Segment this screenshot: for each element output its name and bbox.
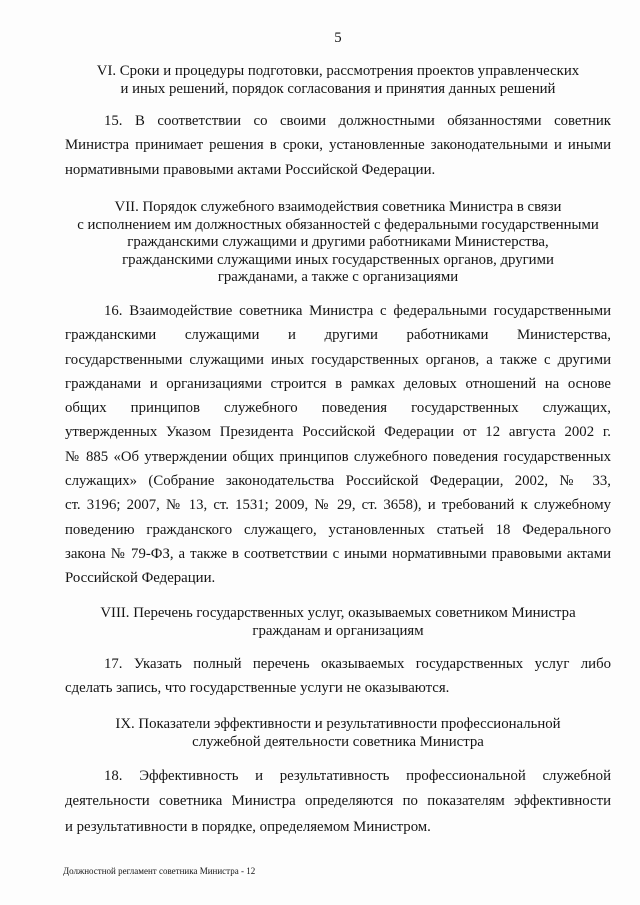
- heading-line: гражданскими служащими и другими работниками Министерства,: [127, 234, 549, 250]
- paragraph-line: 16. Взаимодействие советника Министра с федеральными государственными: [104, 303, 611, 319]
- footer-text: Должностной регламент советника Министра - 12: [63, 866, 256, 876]
- paragraph-line: деятельности советника Министра определяются по показателям эффективности: [65, 793, 611, 810]
- heading-line: VIII. Перечень государственных услуг, оказываемых советником Министра: [100, 605, 576, 621]
- paragraph-line: 17. Указать полный перечень оказываемых государственных услуг либо: [104, 656, 611, 672]
- page-number: 5: [334, 30, 342, 46]
- section-vi-heading: [65, 63, 611, 98]
- paragraph-line: поведению гражданского служащего, установленных статьей 18 Федерального: [65, 521, 611, 538]
- paragraph-line: закона № 79-ФЗ, а также в соответствии с иными нормативными правовыми актами: [65, 545, 611, 562]
- paragraph-line: № 885 «Об утверждении общих принципов служебного поведения государственных: [65, 448, 611, 465]
- paragraph-line: Российской Федерации.: [65, 570, 216, 587]
- paragraph-line: гражданами и организациями строится в рамках деловых отношений на основе: [65, 375, 611, 392]
- heading-line: и иных решений, порядок согласования и принятия данных решений: [120, 80, 556, 97]
- heading-line: служебной деятельности советника Министра: [192, 733, 484, 750]
- heading-line: гражданскими служащими иных государственных органов, другими: [122, 251, 554, 268]
- paragraph-line: гражданскими служащими и другими работниками Министерства,: [65, 327, 611, 344]
- heading-line: VII. Порядок служебного взаимодействия советника Министра в связи: [114, 199, 562, 215]
- paragraph-line: 18. Эффективность и результативность профессиональной служебной: [104, 768, 611, 784]
- paragraph-line: ст. 3196; 2007, № 13, ст. 1531; 2009, № 29, ст. 3658), и требований к служебному: [65, 497, 611, 514]
- section-vii-heading: [65, 199, 611, 287]
- heading-line: IX. Показатели эффективности и результативности профессиональной: [115, 716, 561, 732]
- paragraph-17: [65, 652, 611, 701]
- paragraph-line: государственными служащими иных государственных органов, а также с другими: [65, 351, 611, 368]
- paragraph-line: 15. В соответствии со своими должностными обязанностями советник: [104, 113, 611, 129]
- heading-line: VI. Сроки и процедуры подготовки, рассмотрения проектов управленческих: [96, 63, 580, 79]
- paragraph-15: [65, 109, 611, 182]
- paragraph-line: нормативными правовыми актами Российской Федерации.: [65, 161, 436, 178]
- heading-line: с исполнением им должностных обязанностей с федеральными государственными: [77, 216, 599, 233]
- paragraph-line: общих принципов служебного поведения государственных служащих,: [65, 400, 611, 417]
- paragraph-line: сделать запись, что государственные услуги не оказываются.: [65, 680, 450, 697]
- heading-line: гражданам и организациям: [252, 622, 424, 639]
- section-ix-heading: [65, 716, 611, 751]
- paragraph-16: [65, 299, 611, 591]
- paragraph-line: служащих» (Собрание законодательства Российской Федерации, 2002, № 33,: [65, 473, 611, 490]
- paragraph-18: [65, 764, 611, 840]
- paragraph-line: и результативности в порядке, определяемом Министром.: [65, 818, 431, 835]
- heading-line: гражданами, а также с организациями: [217, 269, 459, 285]
- paragraph-line: утвержденных Указом Президента Российской Федерации от 12 августа 2002 г.: [65, 424, 611, 441]
- paragraph-line: Министра принимает решения в сроки, установленные законодательными и иными: [65, 137, 611, 154]
- section-viii-heading: [65, 605, 611, 640]
